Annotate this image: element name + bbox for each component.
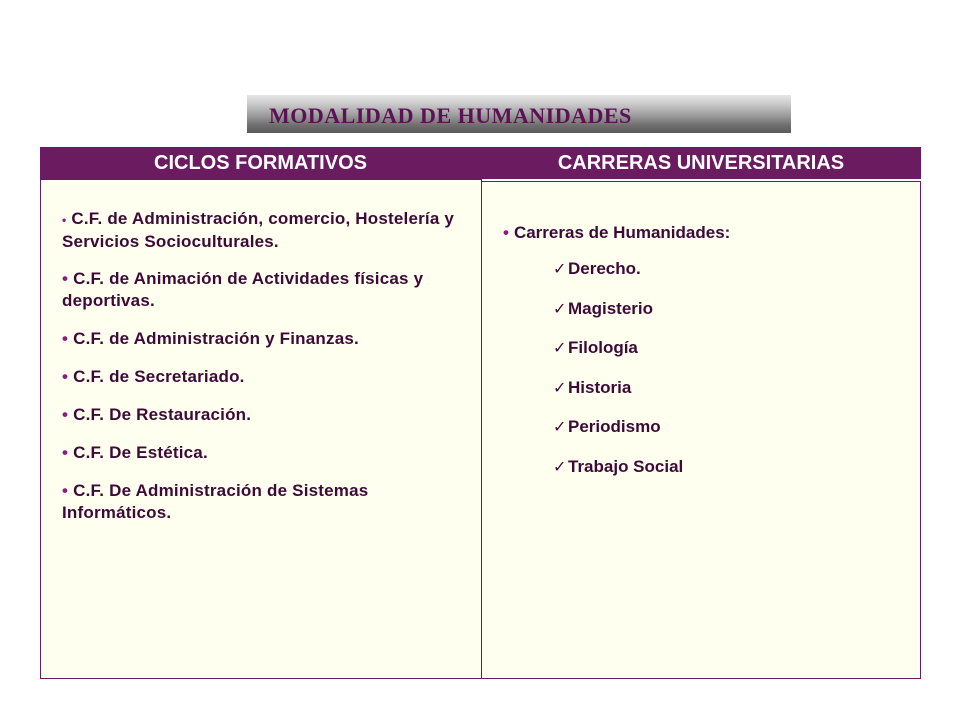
list-item [62,480,472,524]
carreras-panel [481,181,921,679]
header-carreras-universitarias: CARRERAS UNIVERSITARIAS [557,152,845,174]
ciclo-text: C.F. De Restauración. [73,405,252,424]
ciclo-text: C.F. De Estética. [73,443,208,462]
list-item [553,416,730,439]
carreras-content [503,222,730,495]
carrera-text: Derecho. [568,259,641,278]
table-header [40,147,921,179]
checkmark-icon: ✓ [553,419,567,436]
list-item [553,337,730,360]
bullet-icon: • [503,223,509,242]
list-item [62,268,472,312]
list-item [553,456,730,479]
list-item [553,298,730,321]
list-item [62,404,472,426]
ciclos-panel [40,179,482,679]
carrera-text: Filología [568,338,638,357]
checkmark-icon: ✓ [553,261,567,278]
ciclo-text: C.F. de Administración, comercio, Hostelería y Servicios Socioculturales. [62,209,455,251]
bullet-icon: • [62,443,69,462]
bullet-icon: • [62,269,69,288]
bullet-icon: • [62,213,67,227]
ciclo-text: C.F. de Administración y Finanzas. [73,329,359,348]
ciclos-list [62,208,472,540]
ciclo-text: C.F. De Administración de Sistemas Informáticos. [62,481,369,522]
carrera-text: Periodismo [568,417,661,436]
carreras-heading [503,222,730,244]
list-item [553,258,730,281]
carrera-text: Trabajo Social [568,456,684,476]
bullet-icon: • [62,481,69,500]
list-item [62,366,472,388]
page-title: MODALIDAD DE HUMANIDADES [269,103,632,128]
checkmark-icon: ✓ [553,340,567,357]
ciclo-text: C.F. de Animación de Actividades físicas y deportivas. [62,269,424,310]
title-banner [247,95,791,133]
list-item [553,377,730,400]
carrera-text: Magisterio [568,298,654,318]
ciclo-text: C.F. de Secretariado. [73,367,245,386]
bullet-icon: • [62,329,69,348]
checkmark-icon: ✓ [553,300,567,318]
checkmark-icon: ✓ [553,379,567,397]
checkmark-icon: ✓ [553,458,567,476]
list-item [62,208,472,253]
carreras-list [553,258,730,479]
carrera-text: Historia [568,377,632,397]
bullet-icon: • [62,405,69,424]
list-item [62,442,472,464]
list-item [62,328,472,350]
carreras-heading-text: Carreras de Humanidades: [513,223,731,242]
header-ciclos-formativos: CICLOS FORMATIVOS [154,152,367,174]
bullet-icon: • [62,367,69,386]
